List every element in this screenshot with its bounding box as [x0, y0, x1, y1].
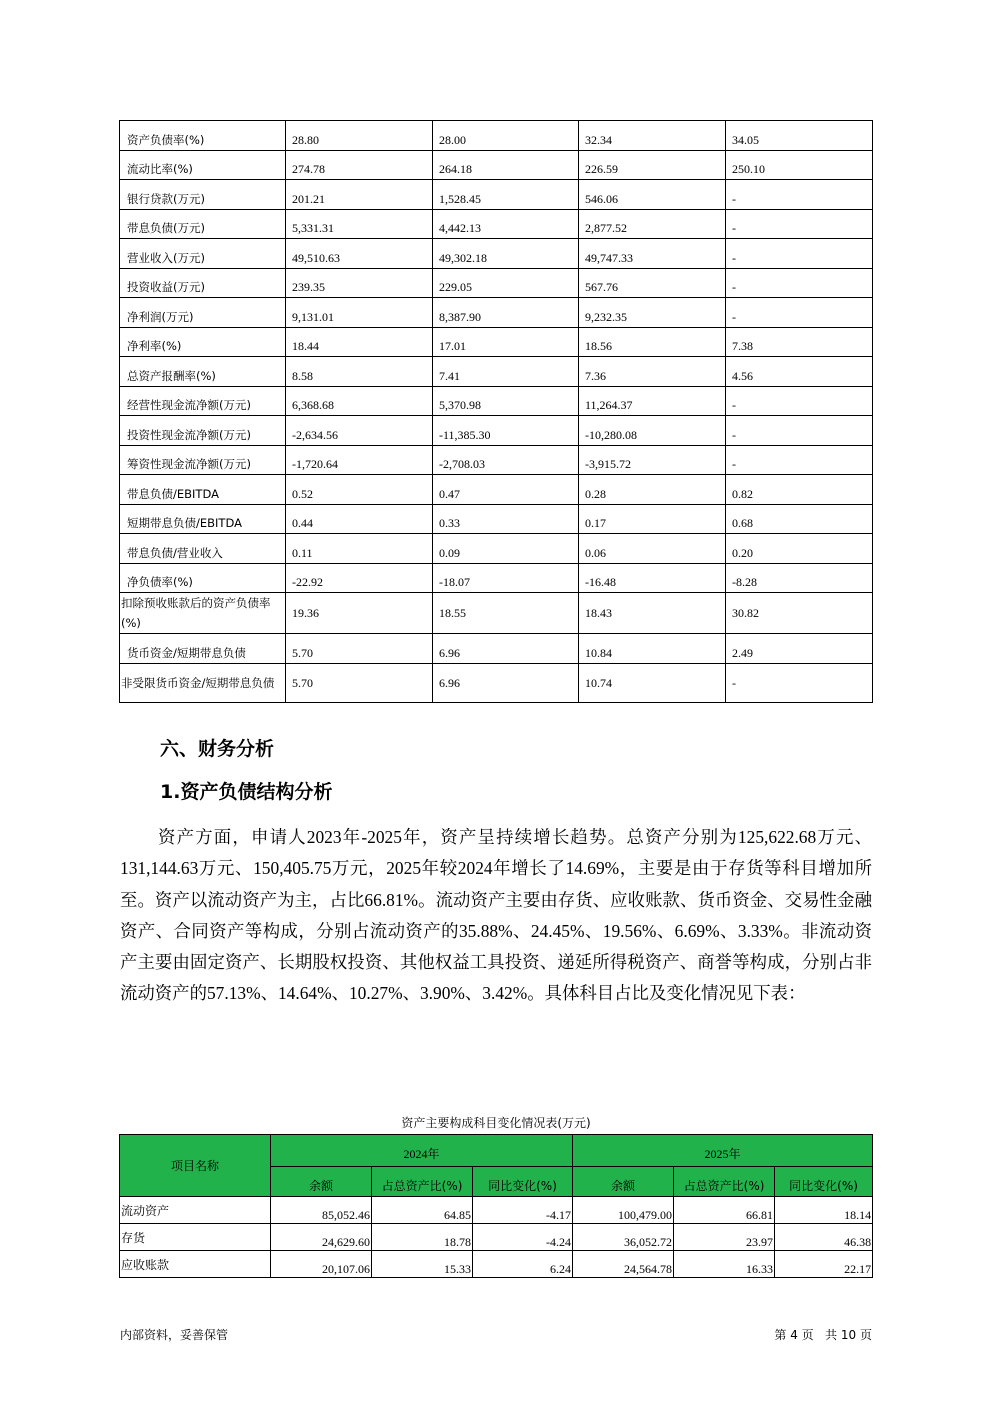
- metric-value: 1,528.45: [433, 180, 579, 210]
- metric-value: 6.96: [433, 663, 579, 702]
- metric-value: 28.00: [433, 121, 579, 151]
- metric-value: -18.07: [433, 563, 579, 593]
- metric-value: -1,720.64: [286, 445, 433, 475]
- table-row: [120, 445, 873, 475]
- table-row: [120, 1197, 873, 1224]
- asset-value: 20,107.06: [271, 1251, 372, 1278]
- metric-value: 5.70: [286, 634, 433, 664]
- metric-value: 0.52: [286, 475, 433, 505]
- asset-value: 24,564.78: [573, 1251, 674, 1278]
- metric-value: 4,442.13: [433, 209, 579, 239]
- metric-value: 8,387.90: [433, 298, 579, 328]
- metric-value: -: [726, 298, 873, 328]
- metric-value: 5,331.31: [286, 209, 433, 239]
- metric-value: 201.21: [286, 180, 433, 210]
- metric-label: 流动比率(%): [120, 150, 286, 180]
- metric-label: 货币资金/短期带息负债: [120, 634, 286, 664]
- metric-value: -16.48: [579, 563, 726, 593]
- financial-metrics-table: [119, 120, 873, 703]
- asset-item-name: 流动资产: [120, 1197, 271, 1224]
- analysis-paragraph: [120, 822, 872, 1010]
- section-heading: 六、财务分析: [160, 738, 275, 760]
- metric-value: 0.47: [433, 475, 579, 505]
- asset-value: 85,052.46: [271, 1197, 372, 1224]
- table-row: [120, 1224, 873, 1251]
- metric-value: 0.68: [726, 504, 873, 534]
- asset-value: 46.38: [775, 1224, 873, 1251]
- metric-value: 19.36: [286, 593, 433, 634]
- metric-value: -3,915.72: [579, 445, 726, 475]
- metric-value: 0.20: [726, 534, 873, 564]
- asset-value: 16.33: [674, 1251, 775, 1278]
- asset-value: 15.33: [372, 1251, 473, 1278]
- paragraph-text: 资产方面，申请人2023年-2025年，资产呈持续增长趋势。总资产分别为125,622.68万元、131,144.63万元、150,405.75万元，2025年较2024年增长了14.69%，主要是由于存货等科目增加所至。资产以流动资产为主，占比66.81%。流动资产主要由存货、应收账款、货币资金、交易性金融资产、合同资产等构成，分别占流动资产的35.88%、24.45%、19.56%、6.69%、3.33%。非流动资产主要由固定资产、长期股权投资、其他权益工具投资、递延所得税资产、商誉等构成，分别占非流动资产的57.13%、14.64%、10.27%、3.90%、3.42%。具体科目占比及变化情况见下表：: [120, 827, 872, 1004]
- asset-value: 22.17: [775, 1251, 873, 1278]
- asset-value: 100,479.00: [573, 1197, 674, 1224]
- metric-value: 18.55: [433, 593, 579, 634]
- asset-item-name: 应收账款: [120, 1251, 271, 1278]
- metric-value: 7.41: [433, 357, 579, 387]
- metric-label: 资产负债率(%): [120, 121, 286, 151]
- table-row: [120, 357, 873, 387]
- table-row: [120, 634, 873, 664]
- metric-value: 229.05: [433, 268, 579, 298]
- metric-label: 净负债率(%): [120, 563, 286, 593]
- header-year-2025: 2025年: [573, 1135, 873, 1167]
- metric-value: 8.58: [286, 357, 433, 387]
- metric-value: 567.76: [579, 268, 726, 298]
- table-row: [120, 209, 873, 239]
- table-row: [120, 121, 873, 151]
- metric-label: 带息负债/营业收入: [120, 534, 286, 564]
- metric-value: 18.56: [579, 327, 726, 357]
- asset-value: -4.17: [473, 1197, 573, 1224]
- metric-value: 0.44: [286, 504, 433, 534]
- metric-value: 34.05: [726, 121, 873, 151]
- table-row: [120, 504, 873, 534]
- table-row: [120, 416, 873, 446]
- metric-value: 28.80: [286, 121, 433, 151]
- metric-value: 32.34: [579, 121, 726, 151]
- header-share: 占总资产比(%): [372, 1167, 473, 1197]
- metric-value: 18.43: [579, 593, 726, 634]
- metric-label: 营业收入(万元): [120, 239, 286, 269]
- metric-value: 274.78: [286, 150, 433, 180]
- table-row: [120, 298, 873, 328]
- asset-value: 23.97: [674, 1224, 775, 1251]
- footer-confidential-note: 内部资料，妥善保管: [120, 1328, 229, 1342]
- metric-value: -: [726, 239, 873, 269]
- metric-label: 带息负债/EBITDA: [120, 475, 286, 505]
- asset-value: 36,052.72: [573, 1224, 674, 1251]
- metric-value: -22.92: [286, 563, 433, 593]
- header-balance: 余额: [271, 1167, 372, 1197]
- table-row: [120, 268, 873, 298]
- metric-value: 5.70: [286, 663, 433, 702]
- metric-value: 49,302.18: [433, 239, 579, 269]
- table-row: [120, 239, 873, 269]
- metric-value: 0.11: [286, 534, 433, 564]
- metric-value: 7.38: [726, 327, 873, 357]
- metric-value: -: [726, 386, 873, 416]
- asset-table-header: [120, 1135, 873, 1197]
- metric-value: -: [726, 268, 873, 298]
- metrics-table-body: [120, 121, 873, 703]
- metric-value: -2,634.56: [286, 416, 433, 446]
- metric-value: 6.96: [433, 634, 579, 664]
- metric-value: -2,708.03: [433, 445, 579, 475]
- metric-value: 4.56: [726, 357, 873, 387]
- metric-value: 9,232.35: [579, 298, 726, 328]
- metric-value: 0.17: [579, 504, 726, 534]
- footer-page-number: 第 4 页 共 10 页: [774, 1328, 872, 1342]
- table-row: [120, 150, 873, 180]
- metric-value: -8.28: [726, 563, 873, 593]
- metric-value: 7.36: [579, 357, 726, 387]
- metric-label: 投资性现金流净额(万元): [120, 416, 286, 446]
- metric-value: 49,747.33: [579, 239, 726, 269]
- table-row: [120, 475, 873, 505]
- metric-label: 短期带息负债/EBITDA: [120, 504, 286, 534]
- header-balance: 余额: [573, 1167, 674, 1197]
- metric-value: 49,510.63: [286, 239, 433, 269]
- metric-value: 0.33: [433, 504, 579, 534]
- metric-label: 总资产报酬率(%): [120, 357, 286, 387]
- metric-value: -: [726, 209, 873, 239]
- metric-value: 0.82: [726, 475, 873, 505]
- metric-value: 250.10: [726, 150, 873, 180]
- metric-value: 226.59: [579, 150, 726, 180]
- metric-label: 净利率(%): [120, 327, 286, 357]
- metric-label: 净利润(万元): [120, 298, 286, 328]
- header-yoy: 同比变化(%): [775, 1167, 873, 1197]
- metric-value: 264.18: [433, 150, 579, 180]
- header-share: 占总资产比(%): [674, 1167, 775, 1197]
- asset-table-body: [120, 1197, 873, 1278]
- metric-label: 投资收益(万元): [120, 268, 286, 298]
- asset-composition-table: [119, 1134, 873, 1278]
- metric-value: 10.74: [579, 663, 726, 702]
- metric-value: 30.82: [726, 593, 873, 634]
- metric-value: 18.44: [286, 327, 433, 357]
- table-row: [120, 180, 873, 210]
- metric-label: 筹资性现金流净额(万元): [120, 445, 286, 475]
- metric-label: 经营性现金流净额(万元): [120, 386, 286, 416]
- asset-value: 18.78: [372, 1224, 473, 1251]
- table-row: [120, 593, 873, 634]
- asset-item-name: 存货: [120, 1224, 271, 1251]
- table-caption: 资产主要构成科目变化情况表(万元): [401, 1116, 591, 1130]
- metric-value: 5,370.98: [433, 386, 579, 416]
- header-yoy: 同比变化(%): [473, 1167, 573, 1197]
- metric-value: 17.01: [433, 327, 579, 357]
- metric-value: -10,280.08: [579, 416, 726, 446]
- metric-label: 银行贷款(万元): [120, 180, 286, 210]
- table-row: [120, 663, 873, 702]
- metric-value: 11,264.37: [579, 386, 726, 416]
- metric-value: 0.09: [433, 534, 579, 564]
- metric-value: -: [726, 416, 873, 446]
- asset-value: 24,629.60: [271, 1224, 372, 1251]
- metric-value: 6,368.68: [286, 386, 433, 416]
- metric-value: 10.84: [579, 634, 726, 664]
- table-row: [120, 1251, 873, 1278]
- metric-value: 0.28: [579, 475, 726, 505]
- metric-value: 0.06: [579, 534, 726, 564]
- metric-label: 扣除预收账款后的资产负债率(%): [120, 593, 286, 634]
- header-item-name: 项目名称: [120, 1135, 271, 1197]
- metric-value: -: [726, 663, 873, 702]
- metric-value: -11,385.30: [433, 416, 579, 446]
- metric-label: 非受限货币资金/短期带息负债: [120, 663, 286, 702]
- metric-label: 带息负债(万元): [120, 209, 286, 239]
- header-year-2024: 2024年: [271, 1135, 573, 1167]
- metric-value: 2.49: [726, 634, 873, 664]
- table-row: [120, 386, 873, 416]
- table-row: [120, 327, 873, 357]
- subsection-heading: 1.资产负债结构分析: [160, 781, 333, 803]
- metric-value: 2,877.52: [579, 209, 726, 239]
- asset-value: 66.81: [674, 1197, 775, 1224]
- metric-value: -: [726, 445, 873, 475]
- metric-value: 546.06: [579, 180, 726, 210]
- metric-value: 239.35: [286, 268, 433, 298]
- table-row: [120, 534, 873, 564]
- table-row: [120, 563, 873, 593]
- asset-value: 64.85: [372, 1197, 473, 1224]
- metric-value: 9,131.01: [286, 298, 433, 328]
- metric-value: -: [726, 180, 873, 210]
- asset-value: -4.24: [473, 1224, 573, 1251]
- asset-value: 18.14: [775, 1197, 873, 1224]
- asset-value: 6.24: [473, 1251, 573, 1278]
